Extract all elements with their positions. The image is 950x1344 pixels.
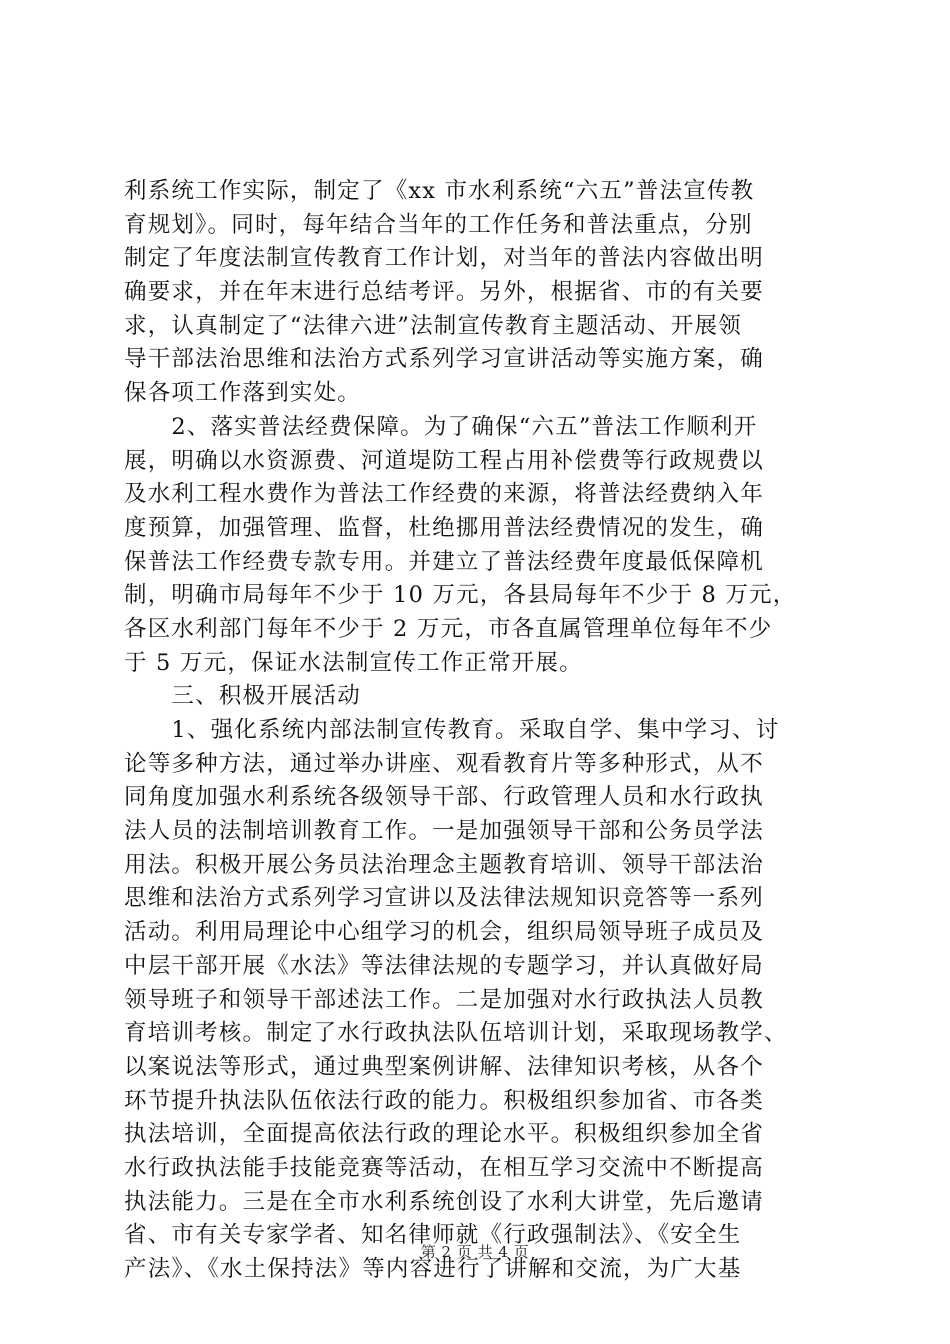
text-line: 环节提升执法队伍依法行政的能力。积极组织参加省、市各类 [124,1087,764,1114]
text-line: 保普法工作经费专款专用。并建立了普法经费年度最低保障机 [124,548,764,575]
text-line: 执法培训，全面提高依法行政的理论水平。积极组织参加全省 [124,1121,764,1148]
text-line: 领导班子和领导干部述法工作。二是加强对水行政执法人员教 [124,986,764,1013]
text-line: 于 5 万元，保证水法制宣传工作正常开展。 [124,649,583,676]
text-line: 法人员的法制培训教育工作。一是加强领导干部和公务员学法 [124,818,764,845]
page-footer: 第 2 页 共 4 页 [420,1243,530,1261]
text-line: 保各项工作落到实处。 [124,380,362,407]
text-line: 利系统工作实际，制定了《xx 市水利系统“六五”普法宣传教 [124,178,755,204]
text-line: 育培训考核。制定了水行政执法队伍培训计划，采取现场教学、 [124,1020,788,1047]
text-line: 及水利工程水费作为普法工作经费的来源，将普法经费纳入年 [124,481,764,508]
text-line: 用法。积极开展公务员法治理念主题教育培训、领导干部法治 [124,851,764,878]
text-line: 确要求，并在年末进行总结考评。另外，根据省、市的有关要 [124,279,764,306]
text-line: 水行政执法能手技能竞赛等活动，在相互学习交流中不断提高 [124,1154,764,1181]
text-line: 各区水利部门每年不少于 2 万元，市各直属管理单位每年不少 [124,615,773,642]
text-line: 求，认真制定了“法律六进”法制宣传教育主题活动、开展领 [124,312,742,339]
text-line: 省、市有关专家学者、知名律师就《行政强制法》、《安全生 [124,1222,742,1249]
text-line: 以案说法等形式，通过典型案例讲解、法律知识考核，从各个 [124,1053,764,1080]
body-text [124,175,844,1287]
text-line: 2、落实普法经费保障。为了确保“六五”普法工作顺利开 [124,413,758,440]
text-line: 展，明确以水资源费、河道堤防工程占用补偿费等行政规费以 [124,447,764,474]
text-line: 产法》、《水土保持法》等内容进行了讲解和交流，为广大基 [124,1256,742,1282]
text-line: 度预算，加强管理、监督，杜绝挪用普法经费情况的发生，确 [124,514,764,541]
text-line: 执法能力。三是在全市水利系统创设了水利大讲堂，先后邀请 [124,1188,764,1215]
text-line: 思维和法治方式系列学习宣讲以及法律法规知识竞答等一系列 [124,885,764,912]
text-line: 三、积极开展活动 [124,683,362,710]
text-line: 中层干部开展《水法》等法律法规的专题学习，并认真做好局 [124,952,764,979]
text-line: 论等多种方法，通过举办讲座、观看教育片等多种形式，从不 [124,750,764,777]
text-line: 制，明确市局每年不少于 10 万元，各县局每年不少于 8 万元， [124,582,797,609]
text-line: 同角度加强水利系统各级领导干部、行政管理人员和水行政执 [124,784,764,811]
text-line: 制定了年度法制宣传教育工作计划，对当年的普法内容做出明 [124,245,764,272]
text-line: 活动。利用局理论中心组学习的机会，组织局领导班子成员及 [124,919,764,946]
text-line: 育规划》。同时，每年结合当年的工作任务和普法重点，分别 [124,211,753,238]
text-line: 1、强化系统内部法制宣传教育。采取自学、集中学习、讨 [124,717,780,743]
text-line: 导干部法治思维和法治方式系列学习宣讲活动等实施方案，确 [124,346,764,373]
